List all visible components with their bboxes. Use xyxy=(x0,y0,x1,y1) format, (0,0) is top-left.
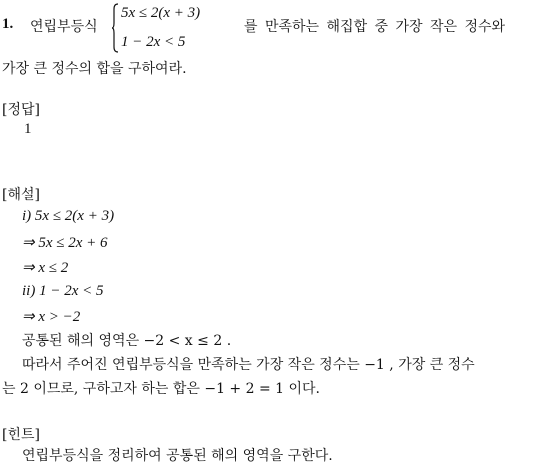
system-inequality-1: 5x ≤ 2(x + 3) xyxy=(121,5,201,21)
answer-header: [정답] xyxy=(2,102,40,118)
solution-common-region: 공통된 해의 영역은 −2 < x ≤ 2 . xyxy=(22,333,232,349)
hint-text: 연립부등식을 정리하여 공통된 해의 영역을 구한다. xyxy=(22,448,333,464)
question-number: 1. xyxy=(2,16,14,32)
solution-step-4: ii) 1 − 2x < 5 xyxy=(22,283,104,299)
question-line-2: 가장 큰 정수의 합을 구하여라. xyxy=(2,61,187,77)
solution-header: [해설] xyxy=(2,187,40,203)
question-prefix: 연립부등식 xyxy=(30,19,98,35)
hint-header: [힌트] xyxy=(2,427,40,443)
solution-conclusion-line-2: 는 2 이므로, 구하고자 하는 합은 −1 + 2 = 1 이다. xyxy=(2,381,321,397)
system-inequality-2: 1 − 2x < 5 xyxy=(121,34,186,50)
solution-step-1: i) 5x ≤ 2(x + 3) xyxy=(22,208,115,224)
question-suffix: 를 만족하는 해집합 중 가장 작은 정수와 xyxy=(244,19,506,35)
solution-step-3: ⇒ x ≤ 2 xyxy=(22,260,69,276)
left-brace-icon xyxy=(112,3,118,53)
solution-step-2: ⇒ 5x ≤ 2x + 6 xyxy=(22,235,108,251)
solution-step-5: ⇒ x > −2 xyxy=(22,309,81,325)
solution-conclusion-line-1: 따라서 주어진 연립부등식을 만족하는 가장 작은 정수는 −1 , 가장 큰 정수 xyxy=(22,357,475,373)
answer-value: 1 xyxy=(24,121,32,137)
